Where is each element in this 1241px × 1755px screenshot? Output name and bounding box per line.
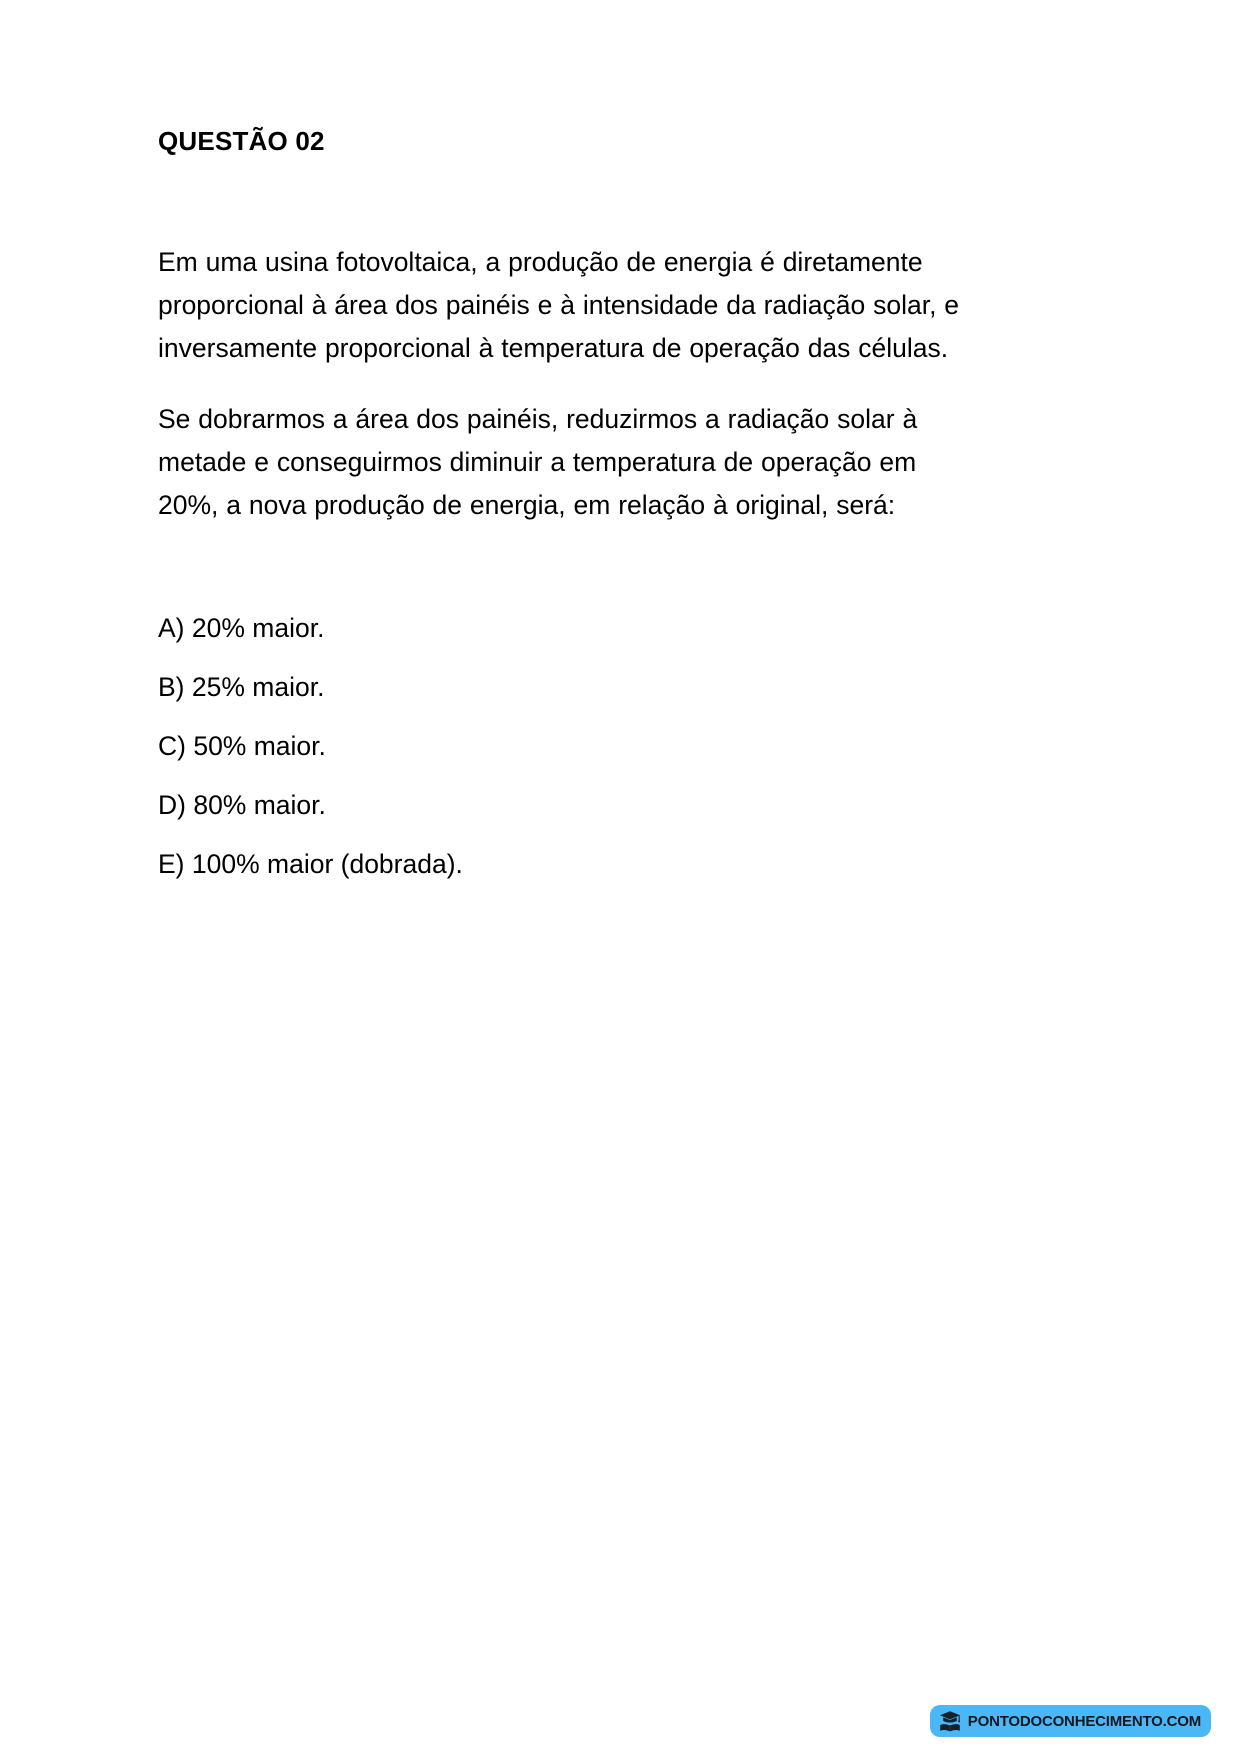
- stem-paragraph-1: Em uma usina fotovoltaica, a produção de energia é diretamente proporcional à área dos painéis e à intensidade da radiação solar, e inversamente proporcional à temperatura de operação das células.: [158, 247, 960, 364]
- question-stem: [158, 241, 968, 527]
- graduation-cap-book-icon: [938, 1709, 962, 1733]
- answer-option-e[interactable]: E) 100% maior (dobrada).: [158, 849, 463, 880]
- answer-option-a[interactable]: A) 20% maior.: [158, 613, 325, 644]
- answer-option-c[interactable]: C) 50% maior.: [158, 731, 326, 762]
- question-content: [158, 126, 968, 902]
- answer-option-b[interactable]: B) 25% maior.: [158, 672, 325, 703]
- brand-name: PONTODOCONHECIMENTO.COM: [967, 1712, 1201, 1730]
- answer-option-d[interactable]: D) 80% maior.: [158, 790, 326, 821]
- stem-paragraph-2: Se dobrarmos a área dos painéis, reduzirmos a radiação solar à metade e conseguirmos diminuir a temperatura de operação em 20%, a nova produção de energia, em relação à original, será:: [158, 404, 918, 521]
- page-title: QUESTÃO 02: [158, 126, 325, 156]
- brand-watermark: [930, 1705, 1211, 1737]
- answer-options-list: [158, 607, 968, 886]
